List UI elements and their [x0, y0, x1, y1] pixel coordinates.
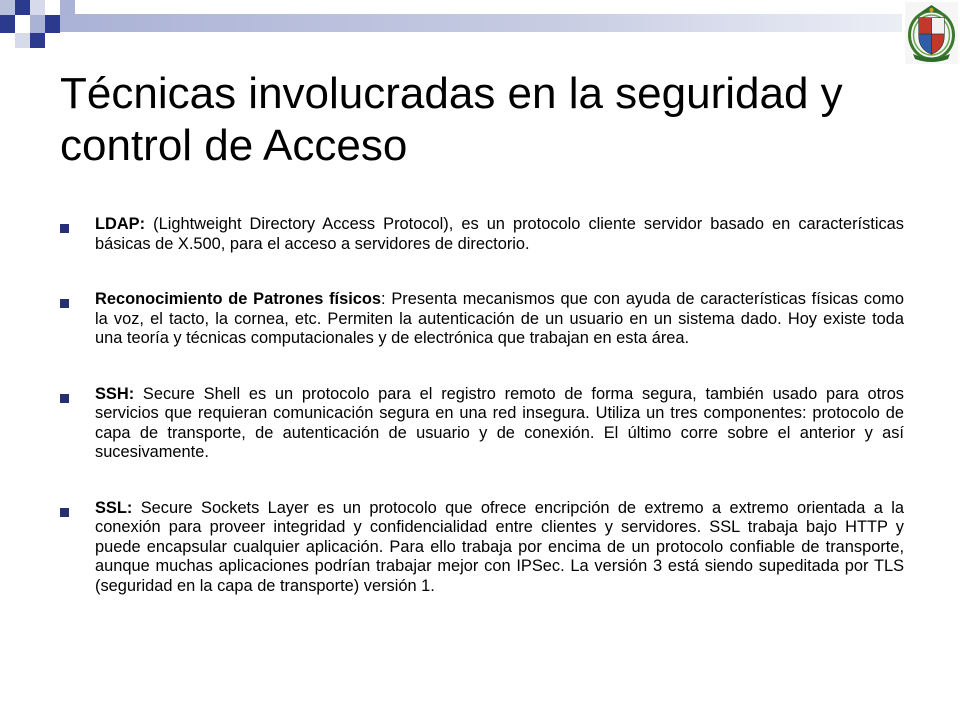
decor-square: [30, 33, 45, 48]
decor-square: [15, 33, 30, 48]
bullet-term: SSH:: [95, 384, 135, 403]
decor-square: [15, 15, 30, 33]
bullet-text: : Presenta mecanismos que con ayuda de características físicas como la voz, el tacto, la cornea, etc. Permiten la autenticación de un usuario en un sistema dado. Hoy existe toda una teoría y técnicas computacionales y de electrónica que trabajan en esta área.: [95, 290, 904, 347]
decor-square: [45, 0, 60, 15]
decor-square: [30, 0, 45, 15]
slide-title: Técnicas involucradas en la seguridad y control de Acceso: [60, 69, 843, 170]
bullet-term: SSL:: [95, 498, 133, 517]
decor-square: [45, 15, 60, 33]
square-bullet-icon: [60, 394, 69, 403]
list-item: [60, 215, 904, 254]
bullet-text: (Lightweight Directory Access Protocol), es un protocolo cliente servidor basado en características básicas de X.500, para el acceso a servidores de directorio.: [95, 215, 904, 253]
square-bullet-icon: [60, 508, 69, 517]
bullet-term: LDAP:: [95, 215, 146, 233]
square-bullet-icon: [60, 224, 69, 233]
bullet-text: Secure Shell es un protocolo para el registro remoto de forma segura, también usado para otros servicios que requieran comunicación segura en una red insegura. Utiliza un tres componentes: protocolo de capa de transporte, de autenticación de usuario y de conexión. El último corre sobre el anterior y así sucesivamente.: [95, 384, 904, 461]
square-bullet-icon: [60, 299, 69, 308]
decor-square: [15, 0, 30, 15]
bullet-term: Reconocimiento de Patrones físicos: [95, 290, 382, 308]
bullet-list: [60, 215, 904, 596]
list-item: [60, 290, 904, 349]
list-item: [60, 385, 904, 463]
header-band: [60, 14, 902, 32]
decor-square: [30, 15, 45, 33]
decor-square: [60, 0, 75, 15]
bullet-text: Secure Sockets Layer es un protocolo que ofrece encripción de extremo a extremo orientada a la conexión para proveer integridad y confidencialidad entre clientes y servidores. SSL trabaja bajo HTTP y puede encapsular cualquier aplicación. Para ello trabaja por encima de un protocolo confiable de transporte, aunque muchas aplicaciones podrían trabajar mejor con IPSec. La versión 3 está siendo supeditada por TLS (seguridad en la capa de transporte) versión 1.: [95, 498, 904, 595]
university-crest-icon: [905, 2, 958, 64]
decor-square: [0, 15, 15, 33]
decor-square: [0, 0, 15, 15]
list-item: [60, 499, 904, 597]
